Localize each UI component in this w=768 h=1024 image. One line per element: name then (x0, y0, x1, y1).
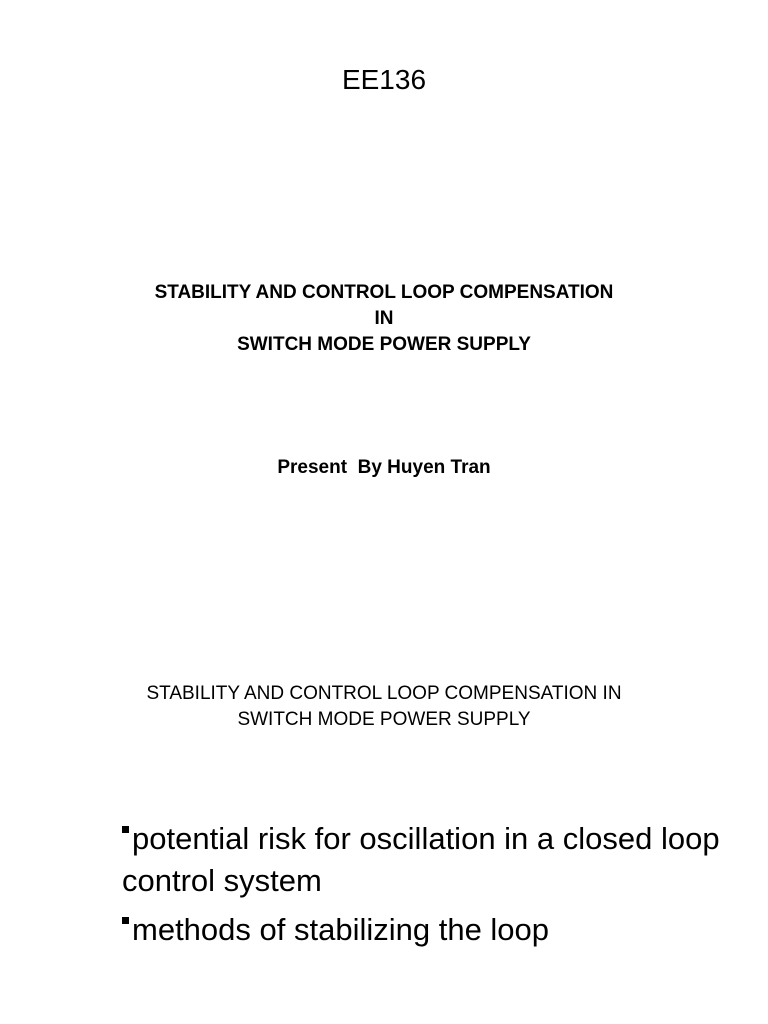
bullet-list (122, 818, 742, 958)
cover-title-line: STABILITY AND CONTROL LOOP COMPENSATION (154, 282, 614, 303)
cover-title-line: SWITCH MODE POWER SUPPLY (237, 334, 531, 355)
presenter-credit: Present By Huyen Tran (277, 457, 491, 478)
cover-title-line: IN (374, 308, 394, 329)
course-code: EE136 (341, 64, 427, 95)
bullet-text: potential risk for oscillation in a closed loop control system (122, 821, 720, 898)
slide-title (0, 681, 768, 733)
bullet-item (122, 909, 742, 951)
square-bullet-icon (122, 917, 129, 924)
cover-title (0, 280, 768, 358)
bullet-item (122, 818, 742, 902)
square-bullet-icon (122, 826, 129, 833)
bullet-text: methods of stabilizing the loop (132, 912, 550, 947)
slide-title-line: STABILITY AND CONTROL LOOP COMPENSATION IN (146, 683, 622, 704)
slide-title-line: SWITCH MODE POWER SUPPLY (237, 709, 531, 730)
